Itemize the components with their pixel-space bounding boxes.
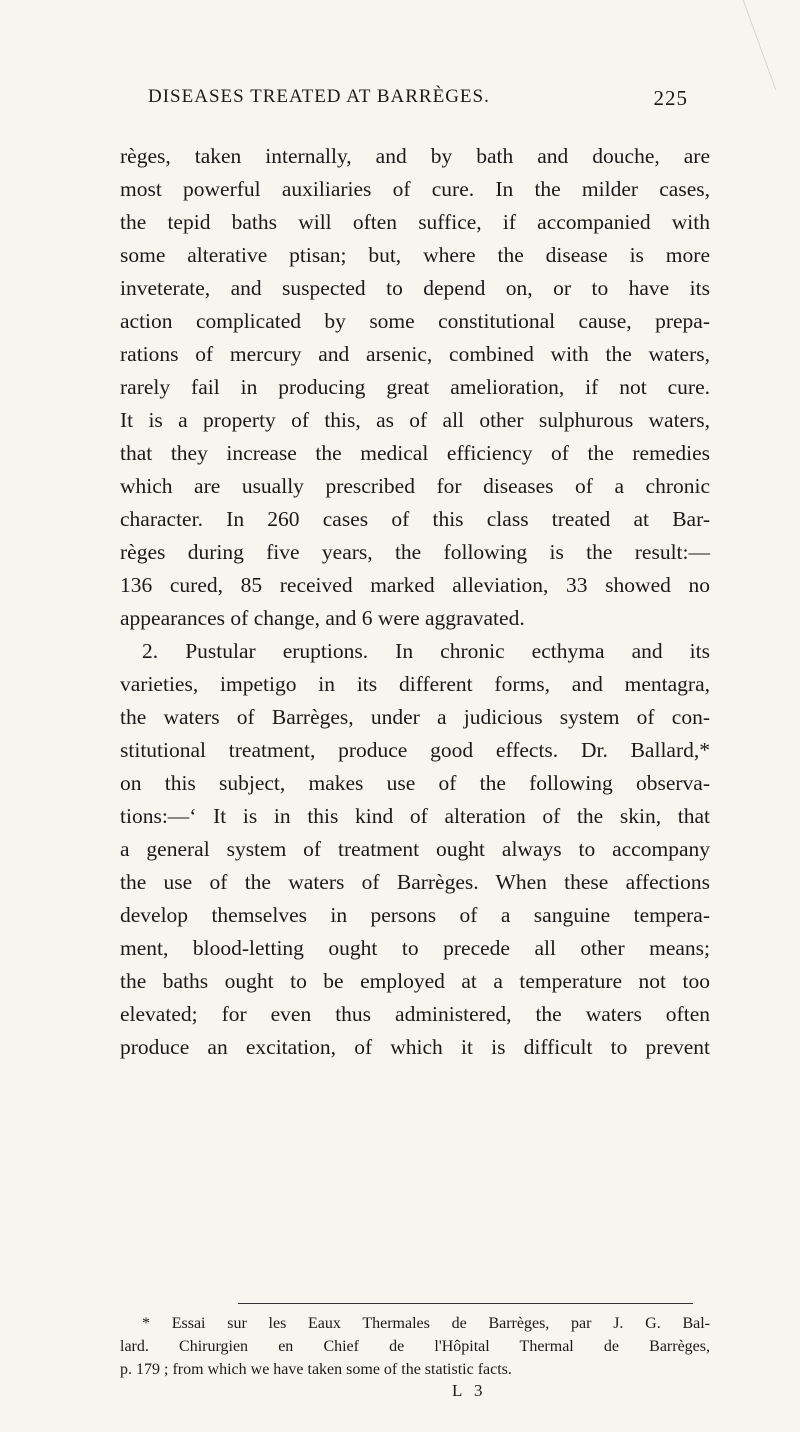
text-line: règes during five years, the following is the result:— [120,540,710,564]
text-line: the waters of Barrèges, under a judicious system of con- [120,705,710,729]
text-line: some alterative ptisan; but, where the disease is more [120,243,710,267]
text-line: elevated; for even thus administered, the waters often [120,1002,710,1026]
text-line: on this subject, makes use of the following observa- [120,771,710,795]
text-line: tions:—‘ It is in this kind of alteration of the skin, that [120,804,710,828]
text-line: the tepid baths will often suffice, if accompanied with [120,210,710,234]
footnote [120,1312,710,1381]
footnote-rule [238,1303,693,1304]
text-line: which are usually prescribed for diseases of a chronic [120,474,710,498]
text-line: action complicated by some constitutional cause, prepa- [120,309,710,333]
footnote-line: lard. Chirurgien en Chief de l'Hôpital Thermal de Barrèges, [120,1338,710,1355]
text-line: produce an excitation, of which it is difficult to prevent [120,1035,710,1059]
text-line: the use of the waters of Barrèges. When these affections [120,870,710,894]
text-line: 136 cured, 85 received marked alleviation, 33 showed no [120,573,710,597]
text-line: a general system of treatment ought always to accompany [120,837,710,861]
text-line: It is a property of this, as of all other sulphurous waters, [120,408,710,432]
text-line: varieties, impetigo in its different forms, and mentagra, [120,672,710,696]
text-line: inveterate, and suspected to depend on, or to have its [120,276,710,300]
footnote-line: p. 179 ; from which we have taken some of the statistic facts. [120,1361,512,1378]
text-line: règes, taken internally, and by bath and douche, are [120,144,710,168]
body-text [120,140,710,1064]
running-title: DISEASES TREATED AT BARRÈGES. [148,86,490,107]
text-line: character. In 260 cases of this class treated at Bar- [120,507,710,531]
page-number: 225 [653,86,688,110]
text-line: ment, blood-letting ought to precede all other means; [120,936,710,960]
text-line: that they increase the medical efficiency of the remedies [120,441,710,465]
signature-mark: L 3 [452,1381,487,1400]
text-line: develop themselves in persons of a sanguine tempera- [120,903,710,927]
text-line: stitutional treatment, produce good effects. Dr. Ballard,* [120,738,710,762]
text-line: the baths ought to be employed at a temperature not too [120,969,710,993]
footnote-line: * Essai sur les Eaux Thermales de Barrèges, par J. G. Bal- [142,1315,710,1332]
text-line: appearances of change, and 6 were aggravated. [120,606,525,630]
text-line: most powerful auxiliaries of cure. In the milder cases, [120,177,710,201]
section-heading-line: 2. Pustular eruptions. In chronic ecthyma and its [142,639,710,663]
text-line: rarely fail in producing great amelioration, if not cure. [120,375,710,399]
page-edge-shadow [743,0,800,90]
text-line: rations of mercury and arsenic, combined with the waters, [120,342,710,366]
